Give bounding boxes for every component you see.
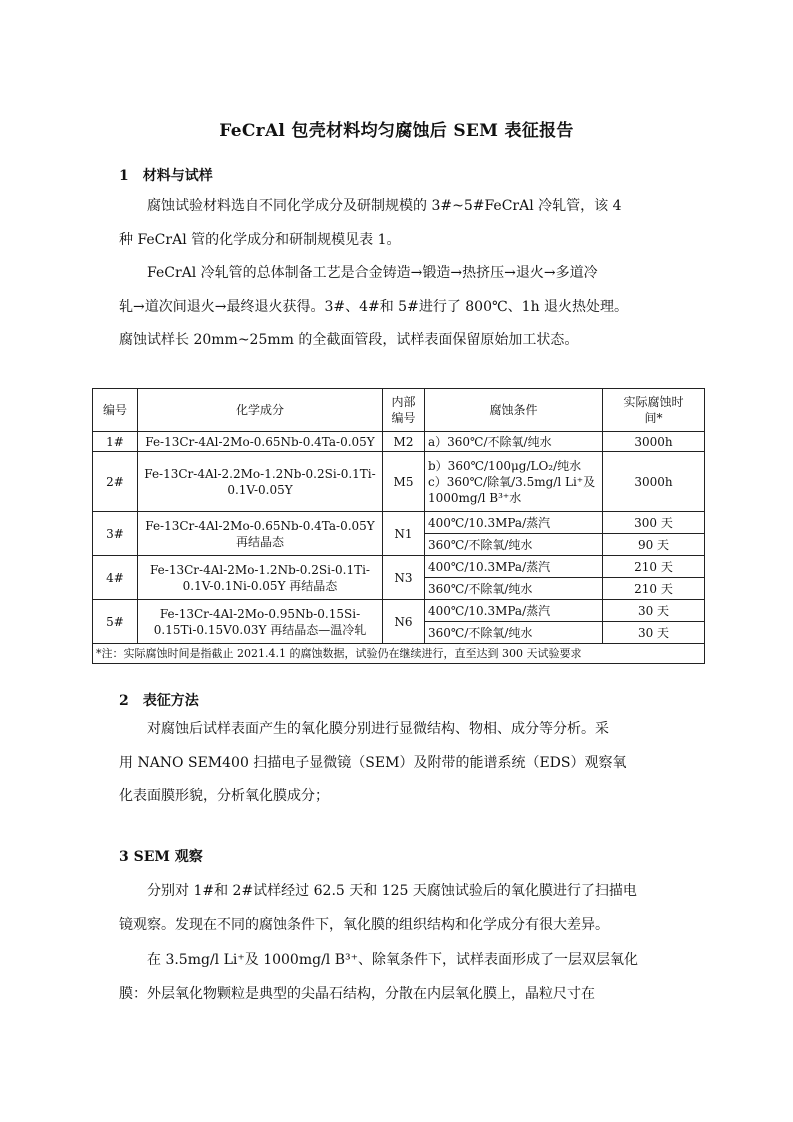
document-title: FeCrAl 包壳材料均匀腐蚀后 SEM 表征报告 [219,121,574,141]
header-condition: 腐蚀条件 [425,389,603,432]
condition-line: b）360℃/100μg/LO₂/纯水 [428,458,582,473]
cell-id: 4# [93,556,138,600]
cell-condition: 360℃/不除氧/纯水 [425,578,603,600]
section-1-paragraph-1 [119,190,679,257]
table-note: *注：实际腐蚀时间是指截止 2021.4.1 的腐蚀数据，试验仍在继续进行，直至达到 300 天试验要求 [93,644,705,664]
cell-code: N6 [383,600,425,644]
table-row [93,432,705,452]
cell-time: 30 天 [603,622,705,644]
section-3-paragraph-1 [119,875,679,942]
cell-time: 3000h [603,432,705,452]
cell-condition: 360℃/不除氧/纯水 [425,622,603,644]
table-row [93,556,705,578]
table-row [93,600,705,622]
table-header-row [93,389,705,432]
section-1-paragraph-2 [119,257,679,358]
section-2-heading: 2 表征方法 [119,693,199,709]
section-2-paragraph-1 [119,713,679,814]
header-composition: 化学成分 [138,389,383,432]
cell-id: 1# [93,432,138,452]
cell-composition: Fe-13Cr-4Al-2Mo-1.2Nb-0.2Si-0.1Ti-0.1V-0.1Ni-0.05Y 再结晶态 [138,556,383,600]
paragraph-line: 腐蚀试样长 20mm~25mm 的全截面管段，试样表面保留原始加工状态。 [119,332,579,348]
cell-code: N1 [383,512,425,556]
header-time: 实际腐蚀时 间* [603,389,705,432]
paragraph-line: 对腐蚀后试样表面产生的氧化膜分别进行显微结构、物相、成分等分析。采 [147,721,609,737]
header-id: 编号 [93,389,138,432]
cell-code: M5 [383,452,425,512]
cell-composition: Fe-13Cr-4Al-2.2Mo-1.2Nb-0.2Si-0.1Ti-0.1V-0.05Y [138,452,383,512]
paragraph-line: 用 NANO SEM400 扫描电子显微镜（SEM）及附带的能谱系统（EDS）观察氧 [119,754,627,771]
table-row [93,512,705,534]
cell-time: 210 天 [603,556,705,578]
paragraph-line: 化表面膜形貌，分析氧化膜成分； [119,788,329,804]
paragraph-line: 膜：外层氧化物颗粒是典型的尖晶石结构，分散在内层氧化膜上，晶粒尺寸在 [119,985,595,1002]
header-code: 内部 编号 [383,389,425,432]
cell-time: 30 天 [603,600,705,622]
cell-id: 2# [93,452,138,512]
cell-composition: Fe-13Cr-4Al-2Mo-0.65Nb-0.4Ta-0.05Y 再结晶态 [138,512,383,556]
cell-condition: 400℃/10.3MPa/蒸汽 [425,556,603,578]
section-3-heading: 3 SEM 观察 [119,849,203,865]
cell-id: 3# [93,512,138,556]
cell-composition: Fe-13Cr-4Al-2Mo-0.65Nb-0.4Ta-0.05Y [138,432,383,452]
cell-time: 210 天 [603,578,705,600]
paragraph-line: 镜观察。发现在不同的腐蚀条件下，氧化膜的组织结构和化学成分有很大差异。 [119,916,609,933]
paragraph-line: 腐蚀试验材料选自不同化学成分及研制规模的 3#~5#FeCrAl 冷轧管，该 4 [147,198,622,214]
cell-code: N3 [383,556,425,600]
cell-composition: Fe-13Cr-4Al-2Mo-0.95Nb-0.15Si-0.15Ti-0.15V0.03Y 再结晶态—温冷轧 [138,600,383,644]
paragraph-line: 轧→道次间退火→最终退火获得。3#、4#和 5#进行了 800℃、1h 退火热处理。 [119,298,629,315]
cell-condition: 360℃/不除氧/纯水 [425,534,603,556]
cell-condition: a）360℃/不除氧/纯水 [425,432,603,452]
cell-condition: 400℃/10.3MPa/蒸汽 [425,600,603,622]
cell-time: 3000h [603,452,705,512]
paragraph-line: FeCrAl 冷轧管的总体制备工艺是合金铸造→锻造→热挤压→退火→多道冷 [147,265,598,281]
cell-id: 5# [93,600,138,644]
cell-time: 300 天 [603,512,705,534]
section-3-paragraph-2 [119,944,679,1011]
cell-condition: 400℃/10.3MPa/蒸汽 [425,512,603,534]
composition-table [92,388,705,664]
table-note-row [93,644,705,664]
cell-code: M2 [383,432,425,452]
cell-time: 90 天 [603,534,705,556]
paragraph-line: 种 FeCrAl 管的化学成分和研制规模见表 1。 [119,231,401,248]
paragraph-line: 分别对 1#和 2#试样经过 62.5 天和 125 天腐蚀试验后的氧化膜进行了扫描电 [147,883,637,899]
condition-line: 1000mg/l B³⁺水 [428,490,522,505]
condition-line: c）360℃/除氧/3.5mg/l Li⁺及 [428,474,596,489]
section-1-heading: 1 材料与试样 [119,168,213,184]
cell-condition [425,452,603,512]
paragraph-line: 在 3.5mg/l Li⁺及 1000mg/l B³⁺、除氧条件下，试样表面形成了一层双层氧化 [147,952,639,968]
table-row [93,452,705,512]
